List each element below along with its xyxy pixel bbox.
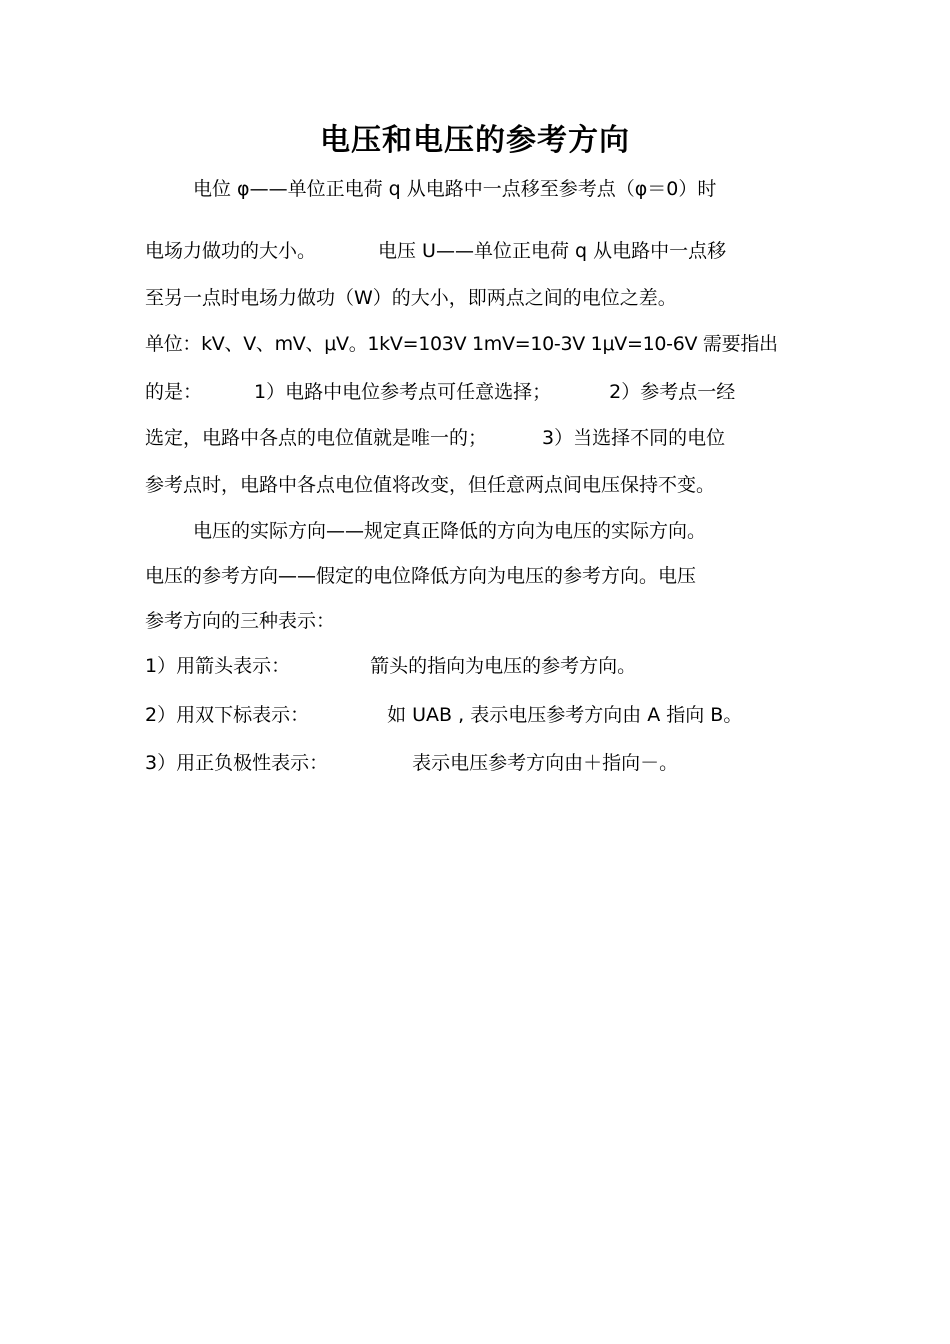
text-segment: 电压 U——单位正电荷 q 从电路中一点移	[378, 240, 727, 262]
text-line: 单位：kV、V、mV、μV。1kV=103V 1mV=10-3V 1μV=10-6V 需要指出	[145, 333, 778, 355]
text-segment: 1）电路中电位参考点可任意选择；	[254, 381, 552, 403]
text-line	[145, 700, 742, 730]
text-segment: 的是：	[145, 381, 203, 403]
list-item-label: 3）用正负极性表示：	[145, 752, 329, 774]
text-line: 电位 φ——单位正电荷 q 从电路中一点移至参考点（φ＝0）时	[193, 178, 717, 200]
text-line: 至另一点时电场力做功（W）的大小，即两点之间的电位之差。	[145, 287, 677, 309]
list-item-text: 如 UAB , 表示电压参考方向由 A 指向 B。	[387, 704, 743, 726]
text-line: 参考点时，电路中各点电位值将改变，但任意两点间电压保持不变。	[145, 474, 716, 496]
text-line	[145, 236, 726, 266]
list-item-text: 箭头的指向为电压的参考方向。	[370, 655, 637, 677]
text-line	[145, 377, 735, 407]
text-line: 电压的参考方向——假定的电位降低方向为电压的参考方向。电压	[145, 565, 697, 587]
text-line	[145, 651, 636, 681]
text-line	[145, 748, 678, 778]
document-title: 电压和电压的参考方向	[320, 123, 630, 158]
text-segment: 3）当选择不同的电位	[542, 427, 726, 449]
text-segment: 电场力做功的大小。	[145, 240, 317, 262]
list-item-label: 1）用箭头表示：	[145, 655, 291, 677]
text-line: 电压的实际方向——规定真正降低的方向为电压的实际方向。	[193, 520, 707, 542]
text-segment: 2）参考点一经	[609, 381, 736, 403]
text-line: 参考方向的三种表示：	[145, 610, 336, 632]
list-item-label: 2）用双下标表示：	[145, 704, 310, 726]
list-item-text: 表示电压参考方向由＋指向－。	[412, 752, 679, 774]
text-line	[145, 423, 725, 453]
text-segment: 选定，电路中各点的电位值就是唯一的；	[145, 427, 488, 449]
